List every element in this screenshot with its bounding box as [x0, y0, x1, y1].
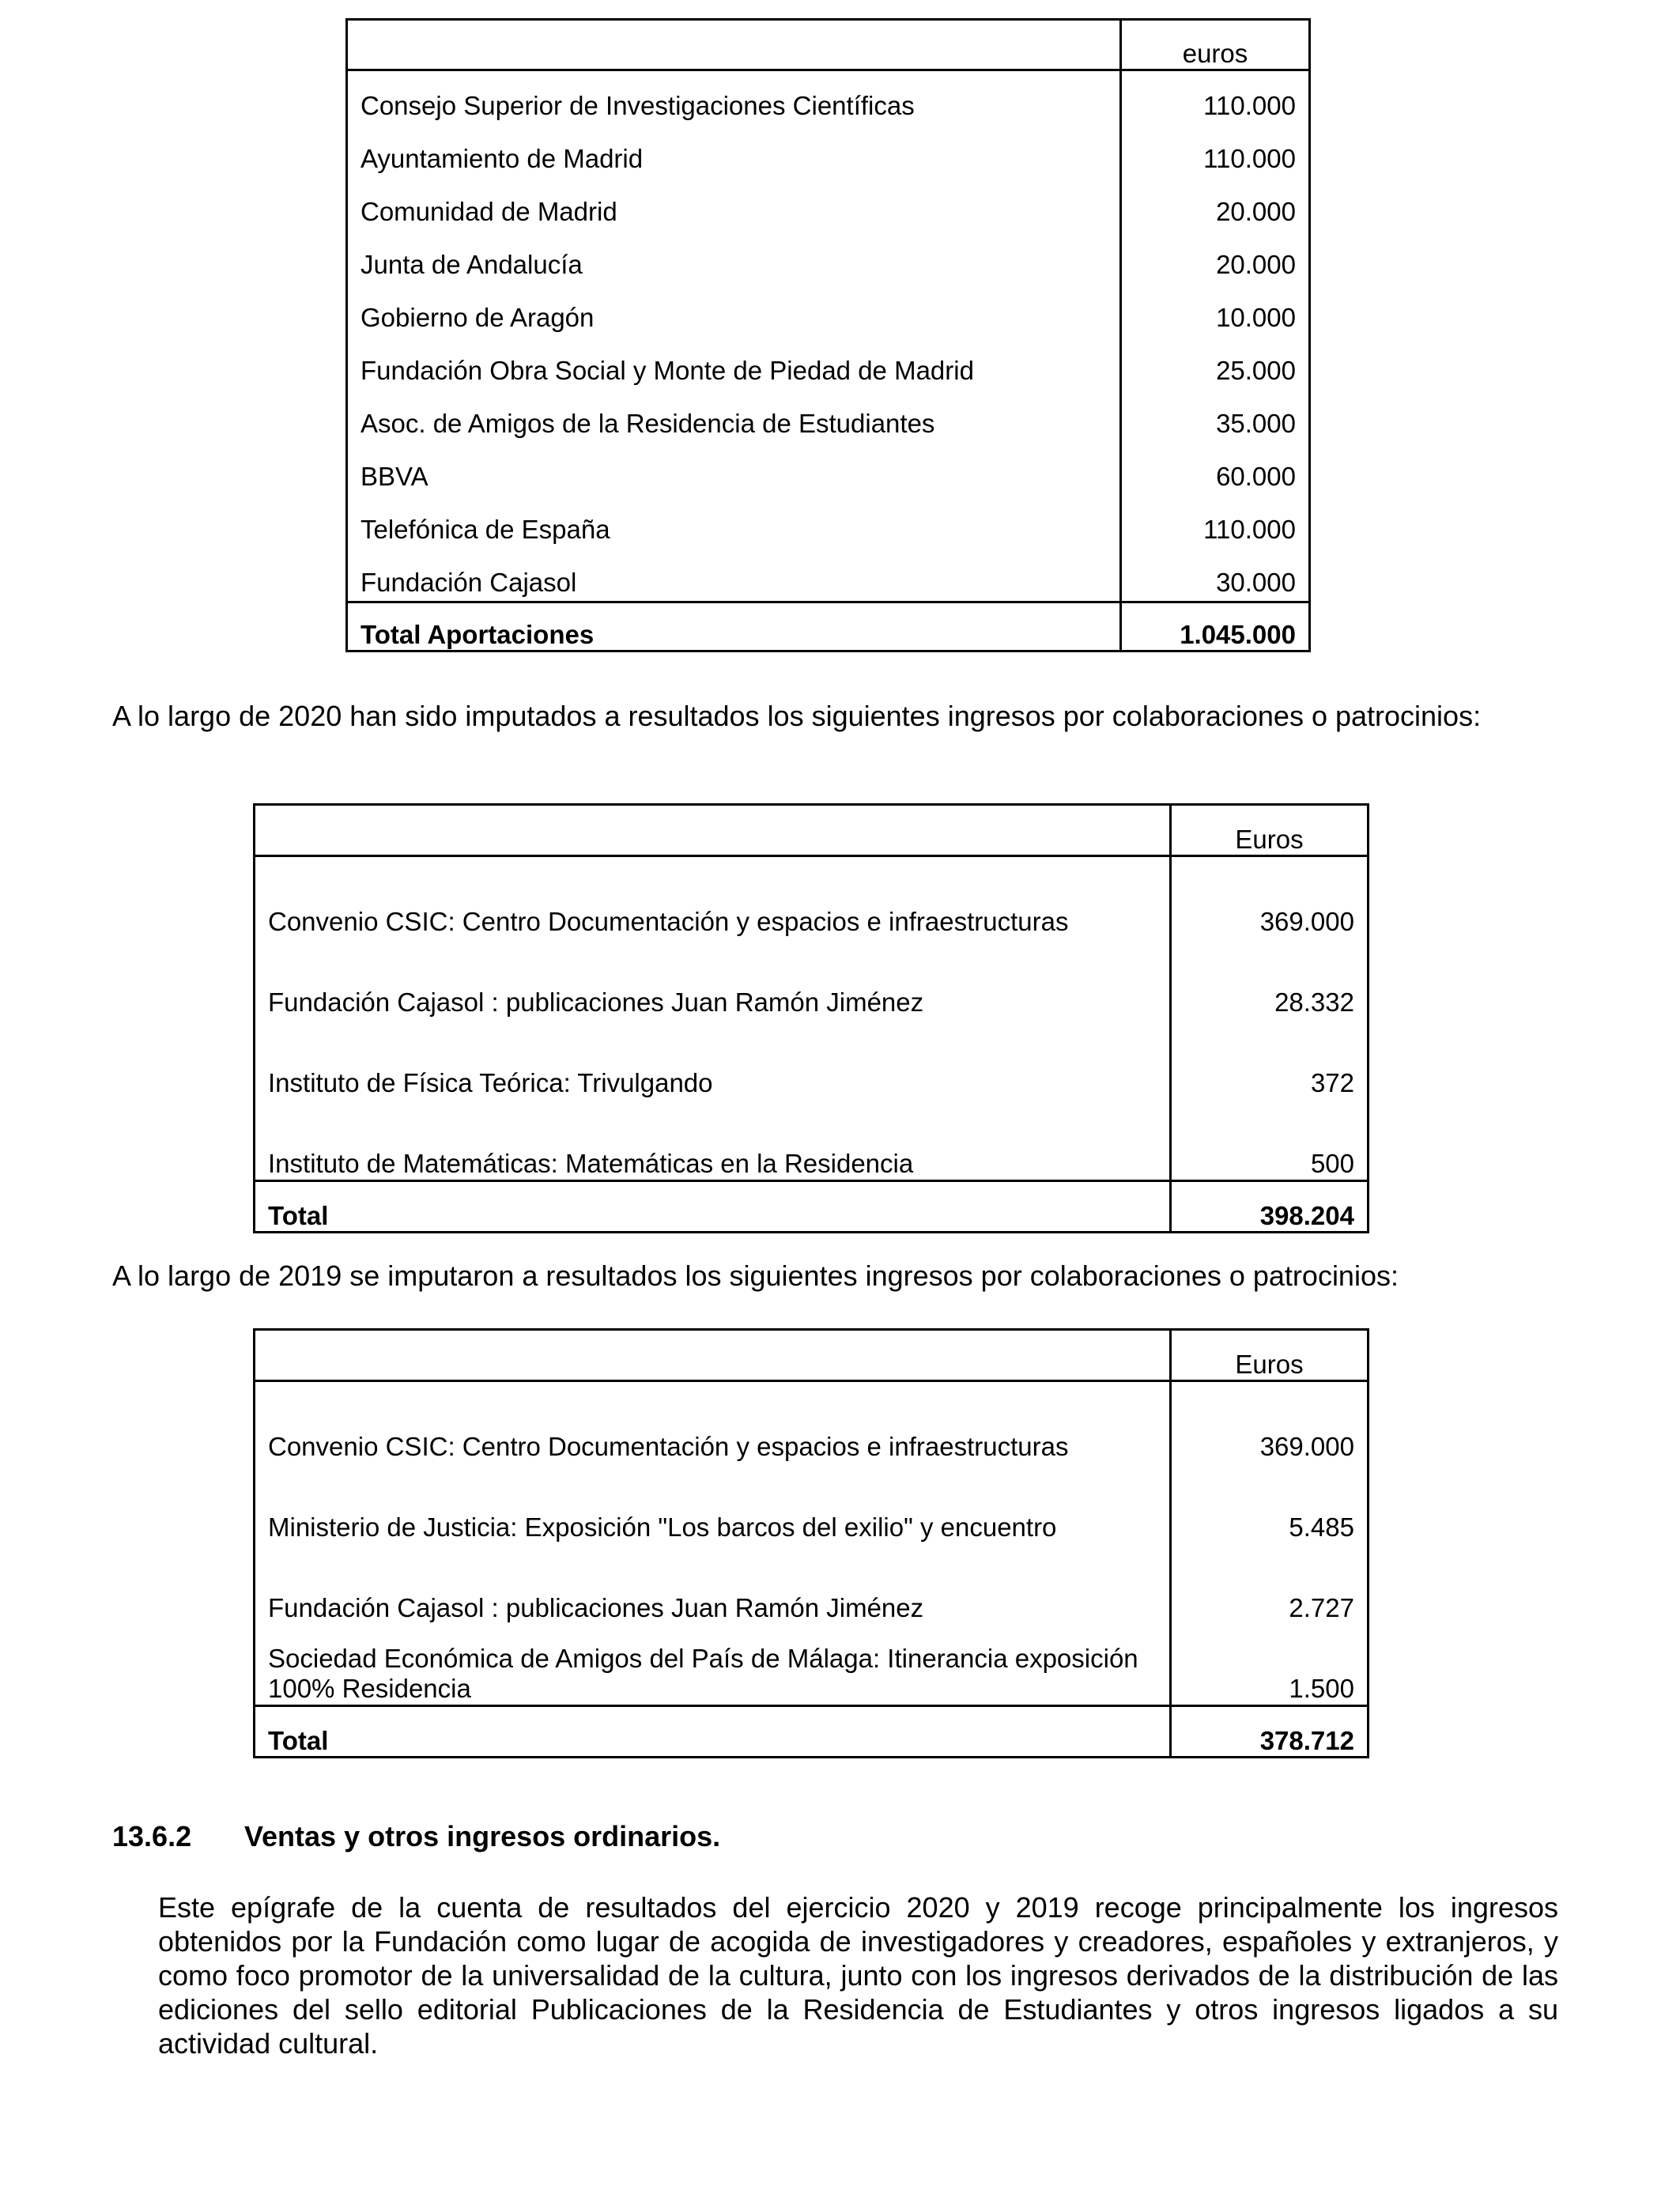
row-value: 369.000 — [1171, 1381, 1369, 1463]
row-label: Ayuntamiento de Madrid — [361, 144, 644, 173]
income-2020-table — [253, 803, 1369, 1233]
header-label-cell — [347, 20, 1121, 70]
header-currency: Euros — [1171, 1330, 1369, 1381]
table-row — [347, 336, 1310, 389]
table-row — [347, 548, 1310, 602]
row-label: Instituto de Física Teórica: Trivulgando — [268, 1068, 713, 1097]
row-value: 369.000 — [1171, 856, 1369, 938]
row-label: Fundación Cajasol : publicaciones Juan Ramón Jiménez — [268, 987, 924, 1017]
paragraph-2019: A lo largo de 2019 se imputaron a resultados los siguientes ingresos por colaboraciones o patrocinios: — [112, 1259, 1399, 1292]
table-row — [347, 495, 1310, 548]
row-value: 60.000 — [1121, 442, 1310, 495]
row-label: Instituto de Matemáticas: Matemáticas en la Residencia — [268, 1149, 914, 1178]
row-label: BBVA — [361, 462, 428, 491]
row-label: Asoc. de Amigos de la Residencia de Estudiantes — [361, 409, 935, 438]
header-label-cell — [255, 805, 1171, 856]
total-value: 1.045.000 — [1121, 602, 1310, 651]
row-label: Fundación Cajasol : publicaciones Juan Ramón Jiménez — [268, 1593, 924, 1622]
section-heading — [112, 1820, 720, 1853]
section-body: Este epígrafe de la cuenta de resultados del ejercicio 2020 y 2019 recoge principalmente los ingresos obtenidos por la Fundación como lugar de acogida de investigadores y creadores, españoles y extranjeros, y como foco promotor de la universalidad de la cultura, junto con los ingresos derivados de la distribución de las ediciones del sello editorial Publicaciones de la Residencia de Estudiantes y otros ingresos ligados a su actividad cultural. — [158, 1891, 1558, 2060]
table-row — [347, 283, 1310, 336]
row-value: 10.000 — [1121, 283, 1310, 336]
row-label: Gobierno de Aragón — [361, 303, 595, 332]
table-row — [255, 1624, 1369, 1706]
row-value: 500 — [1171, 1099, 1369, 1181]
header-label-cell — [255, 1330, 1171, 1381]
table-row — [255, 1099, 1369, 1181]
row-value: 5.485 — [1171, 1463, 1369, 1543]
table-row — [255, 938, 1369, 1018]
row-label: Telefónica de España — [361, 515, 610, 544]
total-row — [255, 1181, 1369, 1233]
row-value: 20.000 — [1121, 230, 1310, 283]
header-currency: Euros — [1171, 805, 1369, 856]
total-value: 378.712 — [1171, 1706, 1369, 1758]
row-value: 25.000 — [1121, 336, 1310, 389]
row-value: 20.000 — [1121, 177, 1310, 230]
row-label: Fundación Obra Social y Monte de Piedad de Madrid — [361, 356, 974, 385]
row-value: 110.000 — [1121, 495, 1310, 548]
row-value: 2.727 — [1171, 1543, 1369, 1624]
table-row — [347, 389, 1310, 442]
table-header-row — [347, 20, 1310, 70]
row-label: Consejo Superior de Investigaciones Científicas — [361, 91, 915, 120]
table-row — [347, 230, 1310, 283]
table-row — [255, 1543, 1369, 1624]
section-number: 13.6.2 — [112, 1820, 192, 1852]
paragraph-2020: A lo largo de 2020 han sido imputados a resultados los siguientes ingresos por colaboraciones o patrocinios: — [112, 700, 1482, 732]
row-label: Ministerio de Justicia: Exposición "Los barcos del exilio" y encuentro — [268, 1512, 1057, 1542]
total-value: 398.204 — [1171, 1181, 1369, 1233]
table-header-row — [255, 1330, 1369, 1381]
table-row — [347, 124, 1310, 177]
total-label: Total — [255, 1181, 1171, 1233]
total-row — [255, 1706, 1369, 1758]
row-value: 35.000 — [1121, 389, 1310, 442]
row-label: Junta de Andalucía — [361, 250, 583, 279]
table-row — [255, 1018, 1369, 1099]
table-row — [255, 1463, 1369, 1543]
section-title: Ventas y otros ingresos ordinarios. — [244, 1820, 721, 1852]
table-row — [347, 70, 1310, 125]
contributions-table — [345, 18, 1311, 652]
row-label: Convenio CSIC: Centro Documentación y espacios e infraestructuras — [268, 1432, 1069, 1461]
header-currency: euros — [1121, 20, 1310, 70]
income-2019-table — [253, 1328, 1369, 1758]
row-value: 110.000 — [1121, 70, 1310, 125]
row-value: 110.000 — [1121, 124, 1310, 177]
table-header-row — [255, 805, 1369, 856]
total-row — [347, 602, 1310, 651]
row-value: 30.000 — [1121, 548, 1310, 602]
total-label: Total — [255, 1706, 1171, 1758]
row-value: 28.332 — [1171, 938, 1369, 1018]
row-label: Fundación Cajasol — [361, 568, 577, 597]
table-row — [347, 442, 1310, 495]
row-label: Convenio CSIC: Centro Documentación y espacios e infraestructuras — [268, 907, 1069, 936]
table-row — [255, 856, 1369, 938]
table-row — [255, 1381, 1369, 1463]
total-label: Total Aportaciones — [347, 602, 1121, 651]
row-value: 1.500 — [1171, 1624, 1369, 1706]
row-value: 372 — [1171, 1018, 1369, 1099]
row-label: Comunidad de Madrid — [361, 197, 617, 226]
row-label: Sociedad Económica de Amigos del País de Málaga: Itinerancia exposición 100% Residencia — [268, 1644, 1138, 1703]
table-row — [347, 177, 1310, 230]
